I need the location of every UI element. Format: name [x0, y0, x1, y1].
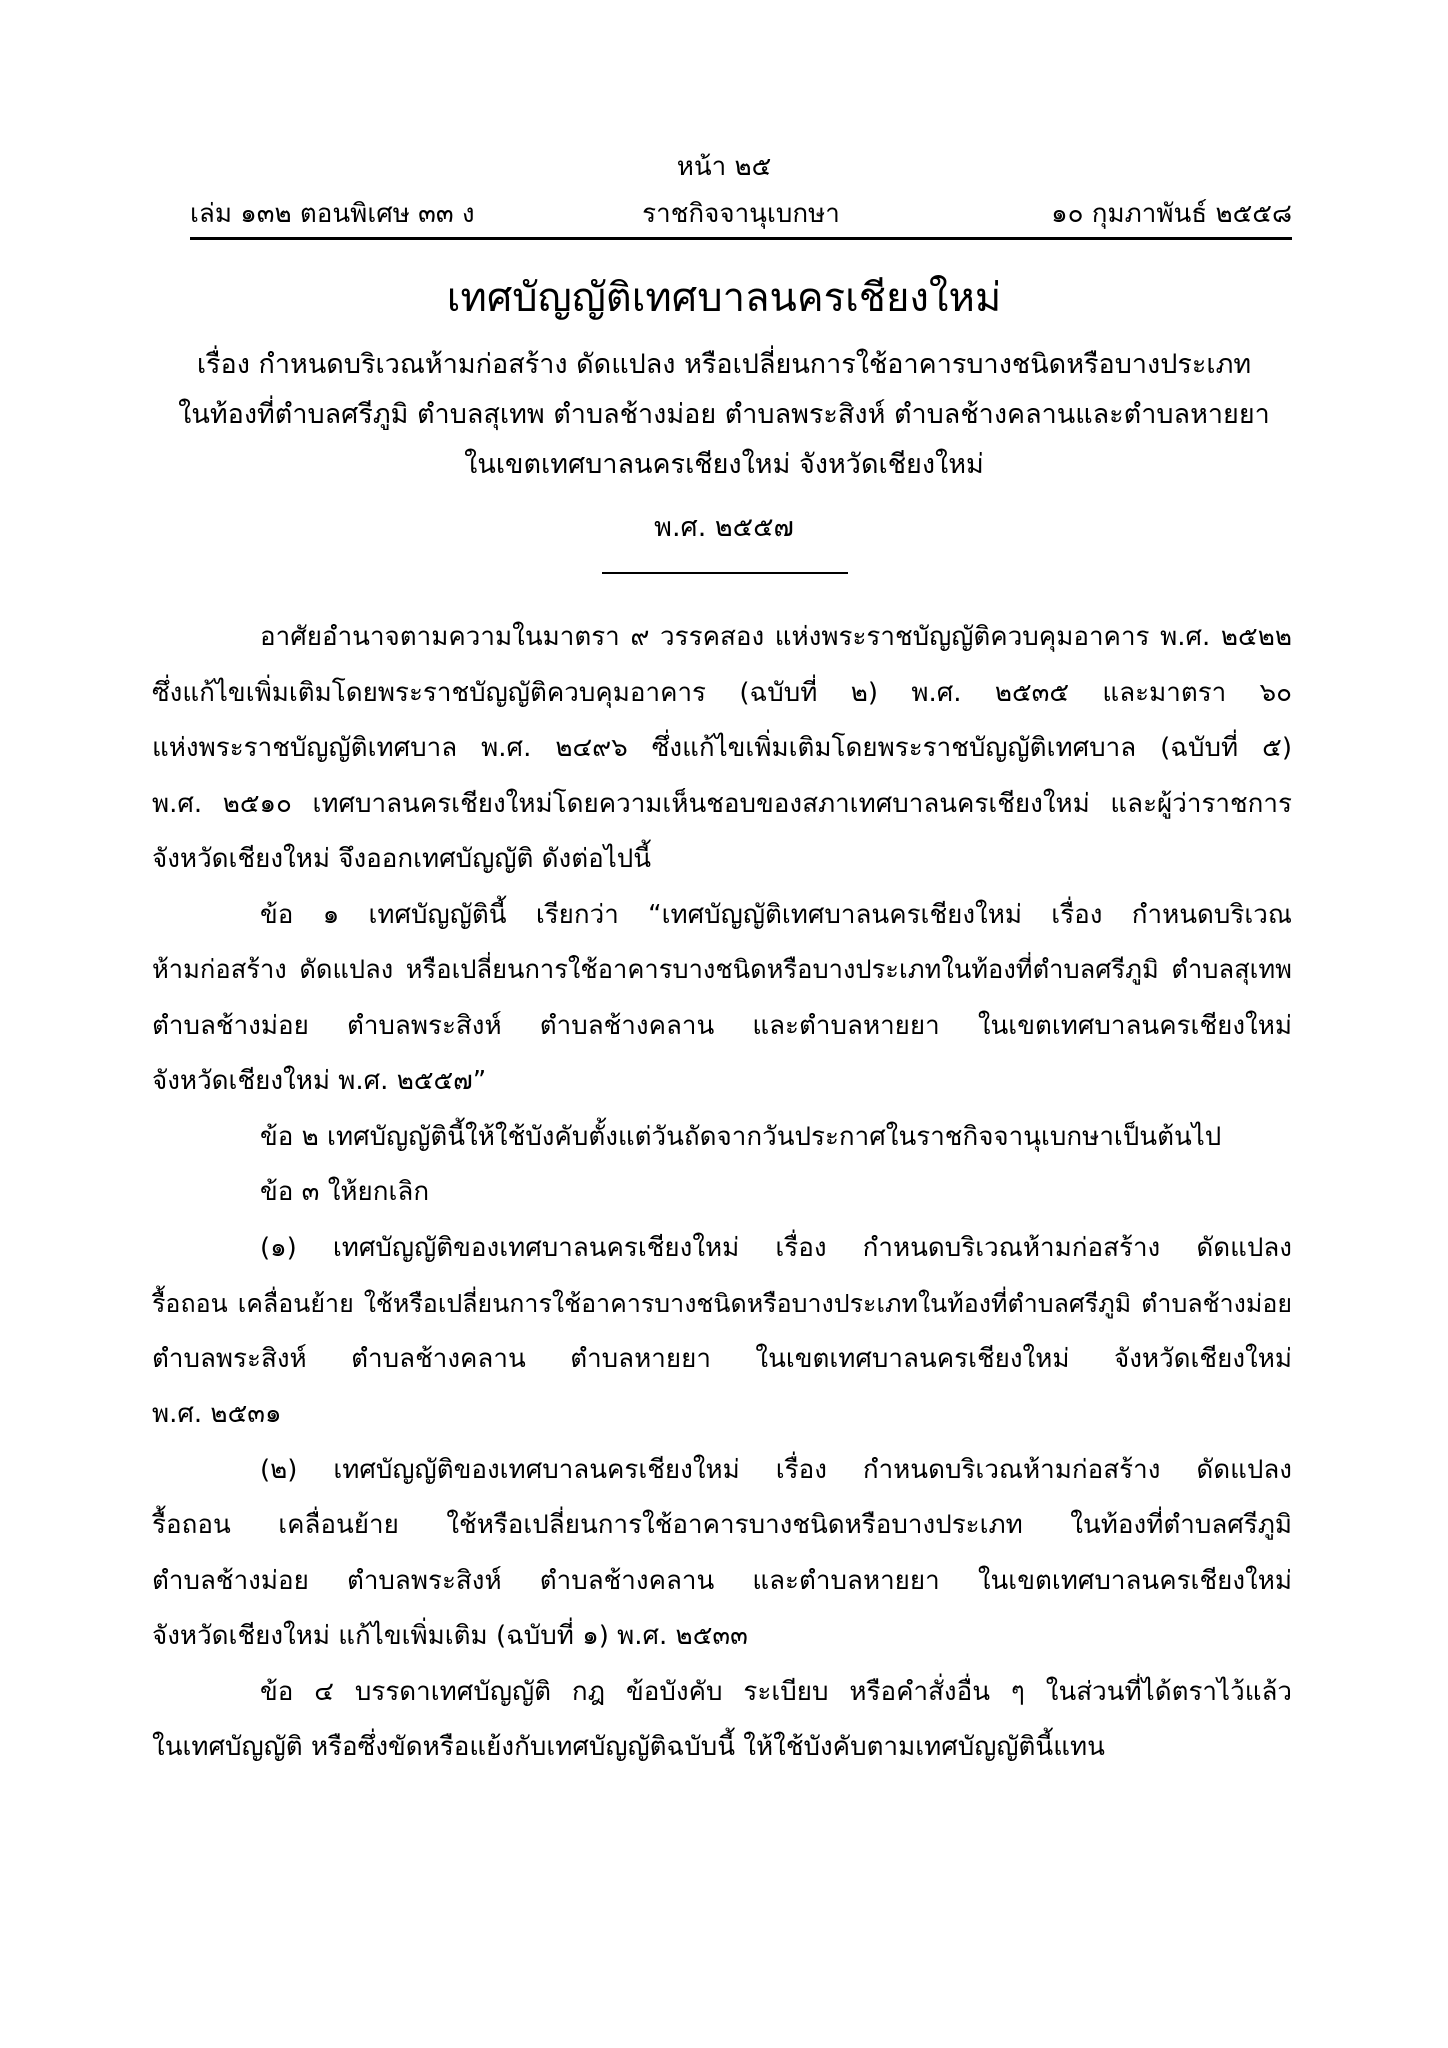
document-title: เทศบัญญัติเทศบาลนครเชียงใหม่	[446, 275, 1002, 321]
body-line: (๒) เทศบัญญัติของเทศบาลนครเชียงใหม่ เรื่อง กำหนดบริเวณห้ามก่อสร้าง ดัดแปลง	[260, 1454, 1292, 1485]
body-line: (๑) เทศบัญญัติของเทศบาลนครเชียงใหม่ เรื่อง กำหนดบริเวณห้ามก่อสร้าง ดัดแปลง	[260, 1232, 1292, 1263]
body-line: แห่งพระราชบัญญัติเทศบาล พ.ศ. ๒๔๙๖ ซึ่งแก้ไขเพิ่มเติมโดยพระราชบัญญัติเทศบาล (ฉบับที่ ๕)	[152, 733, 1292, 763]
body-line: รื้อถอน เคลื่อนย้าย ใช้หรือเปลี่ยนการใช้อาคารบางชนิดหรือบางประเภท ในท้องที่ตำบลศรีภูมิ	[152, 1510, 1292, 1540]
document-subject	[150, 340, 1298, 490]
document-body	[152, 610, 1292, 1776]
body-line: ข้อ ๔ บรรดาเทศบัญญัติ กฎ ข้อบังคับ ระเบียบ หรือคำสั่งอื่น ๆ ในส่วนที่ได้ตราไว้แล้ว	[260, 1676, 1292, 1707]
body-line: ห้ามก่อสร้าง ดัดแปลง หรือเปลี่ยนการใช้อาคารบางชนิดหรือบางประเภทในท้องที่ตำบลศรีภูมิ ตำบลสุเทพ	[152, 955, 1292, 985]
title-divider	[602, 572, 848, 574]
page-number: หน้า ๒๕	[676, 152, 772, 182]
subject-line: ในท้องที่ตำบลศรีภูมิ ตำบลสุเทพ ตำบลช้างม่อย ตำบลพระสิงห์ ตำบลช้างคลานและตำบลหายยา	[178, 399, 1270, 430]
body-line: จังหวัดเชียงใหม่ แก้ไขเพิ่มเติม (ฉบับที่ ๑) พ.ศ. ๒๕๓๓	[152, 1621, 748, 1651]
publication-date: ๑๐ กุมภาพันธ์ ๒๕๕๘	[1051, 199, 1292, 229]
body-line: ข้อ ๑ เทศบัญญัตินี้ เรียกว่า “เทศบัญญัติเทศบาลนครเชียงใหม่ เรื่อง กำหนดบริเวณ	[260, 899, 1292, 930]
body-line: ข้อ ๒ เทศบัญญัตินี้ให้ใช้บังคับตั้งแต่วันถัดจากวันประกาศในราชกิจจานุเบกษาเป็นต้นไป	[260, 1121, 1222, 1152]
body-line: พ.ศ. ๒๕๓๑	[152, 1399, 282, 1429]
gazette-name: ราชกิจจานุเบกษา	[642, 199, 840, 229]
document-year: พ.ศ. ๒๕๕๗	[654, 512, 794, 543]
volume-info: เล่ม ๑๓๒ ตอนพิเศษ ๓๓ ง	[190, 199, 475, 229]
subject-line: เรื่อง กำหนดบริเวณห้ามก่อสร้าง ดัดแปลง หรือเปลี่ยนการใช้อาคารบางชนิดหรือบางประเภท	[196, 349, 1252, 380]
body-line: พ.ศ. ๒๕๑๐ เทศบาลนครเชียงใหม่โดยความเห็นชอบของสภาเทศบาลนครเชียงใหม่ และผู้ว่าราชการ	[152, 788, 1292, 819]
header-divider	[190, 237, 1292, 240]
body-line: ในเทศบัญญัติ หรือซึ่งขัดหรือแย้งกับเทศบัญญัติฉบับนี้ ให้ใช้บังคับตามเทศบัญญัตินี้แทน	[152, 1732, 1105, 1762]
body-line: จังหวัดเชียงใหม่ พ.ศ. ๒๕๕๗”	[152, 1066, 487, 1096]
body-line: ตำบลช้างม่อย ตำบลพระสิงห์ ตำบลช้างคลาน และตำบลหายยา ในเขตเทศบาลนครเชียงใหม่	[152, 1565, 1292, 1596]
body-line: ซึ่งแก้ไขเพิ่มเติมโดยพระราชบัญญัติควบคุมอาคาร (ฉบับที่ ๒) พ.ศ. ๒๕๓๕ และมาตรา ๖๐	[152, 677, 1292, 708]
subject-line: ในเขตเทศบาลนครเชียงใหม่ จังหวัดเชียงใหม่	[464, 449, 984, 480]
body-line: ตำบลพระสิงห์ ตำบลช้างคลาน ตำบลหายยา ในเขตเทศบาลนครเชียงใหม่ จังหวัดเชียงใหม่	[152, 1343, 1292, 1374]
body-line: อาศัยอำนาจตามความในมาตรา ๙ วรรคสอง แห่งพระราชบัญญัติควบคุมอาคาร พ.ศ. ๒๕๒๒	[260, 622, 1292, 652]
body-line: ข้อ ๓ ให้ยกเลิก	[260, 1177, 430, 1207]
body-line: ตำบลช้างม่อย ตำบลพระสิงห์ ตำบลช้างคลาน และตำบลหายยา ในเขตเทศบาลนครเชียงใหม่	[152, 1010, 1292, 1041]
body-line: จังหวัดเชียงใหม่ จึงออกเทศบัญญัติ ดังต่อไปนี้	[152, 844, 652, 874]
gazette-header	[190, 194, 1292, 234]
body-line: รื้อถอน เคลื่อนย้าย ใช้หรือเปลี่ยนการใช้อาคารบางชนิดหรือบางประเภทในท้องที่ตำบลศรีภูมิ ตำบลช้างม่อย	[152, 1289, 1292, 1318]
